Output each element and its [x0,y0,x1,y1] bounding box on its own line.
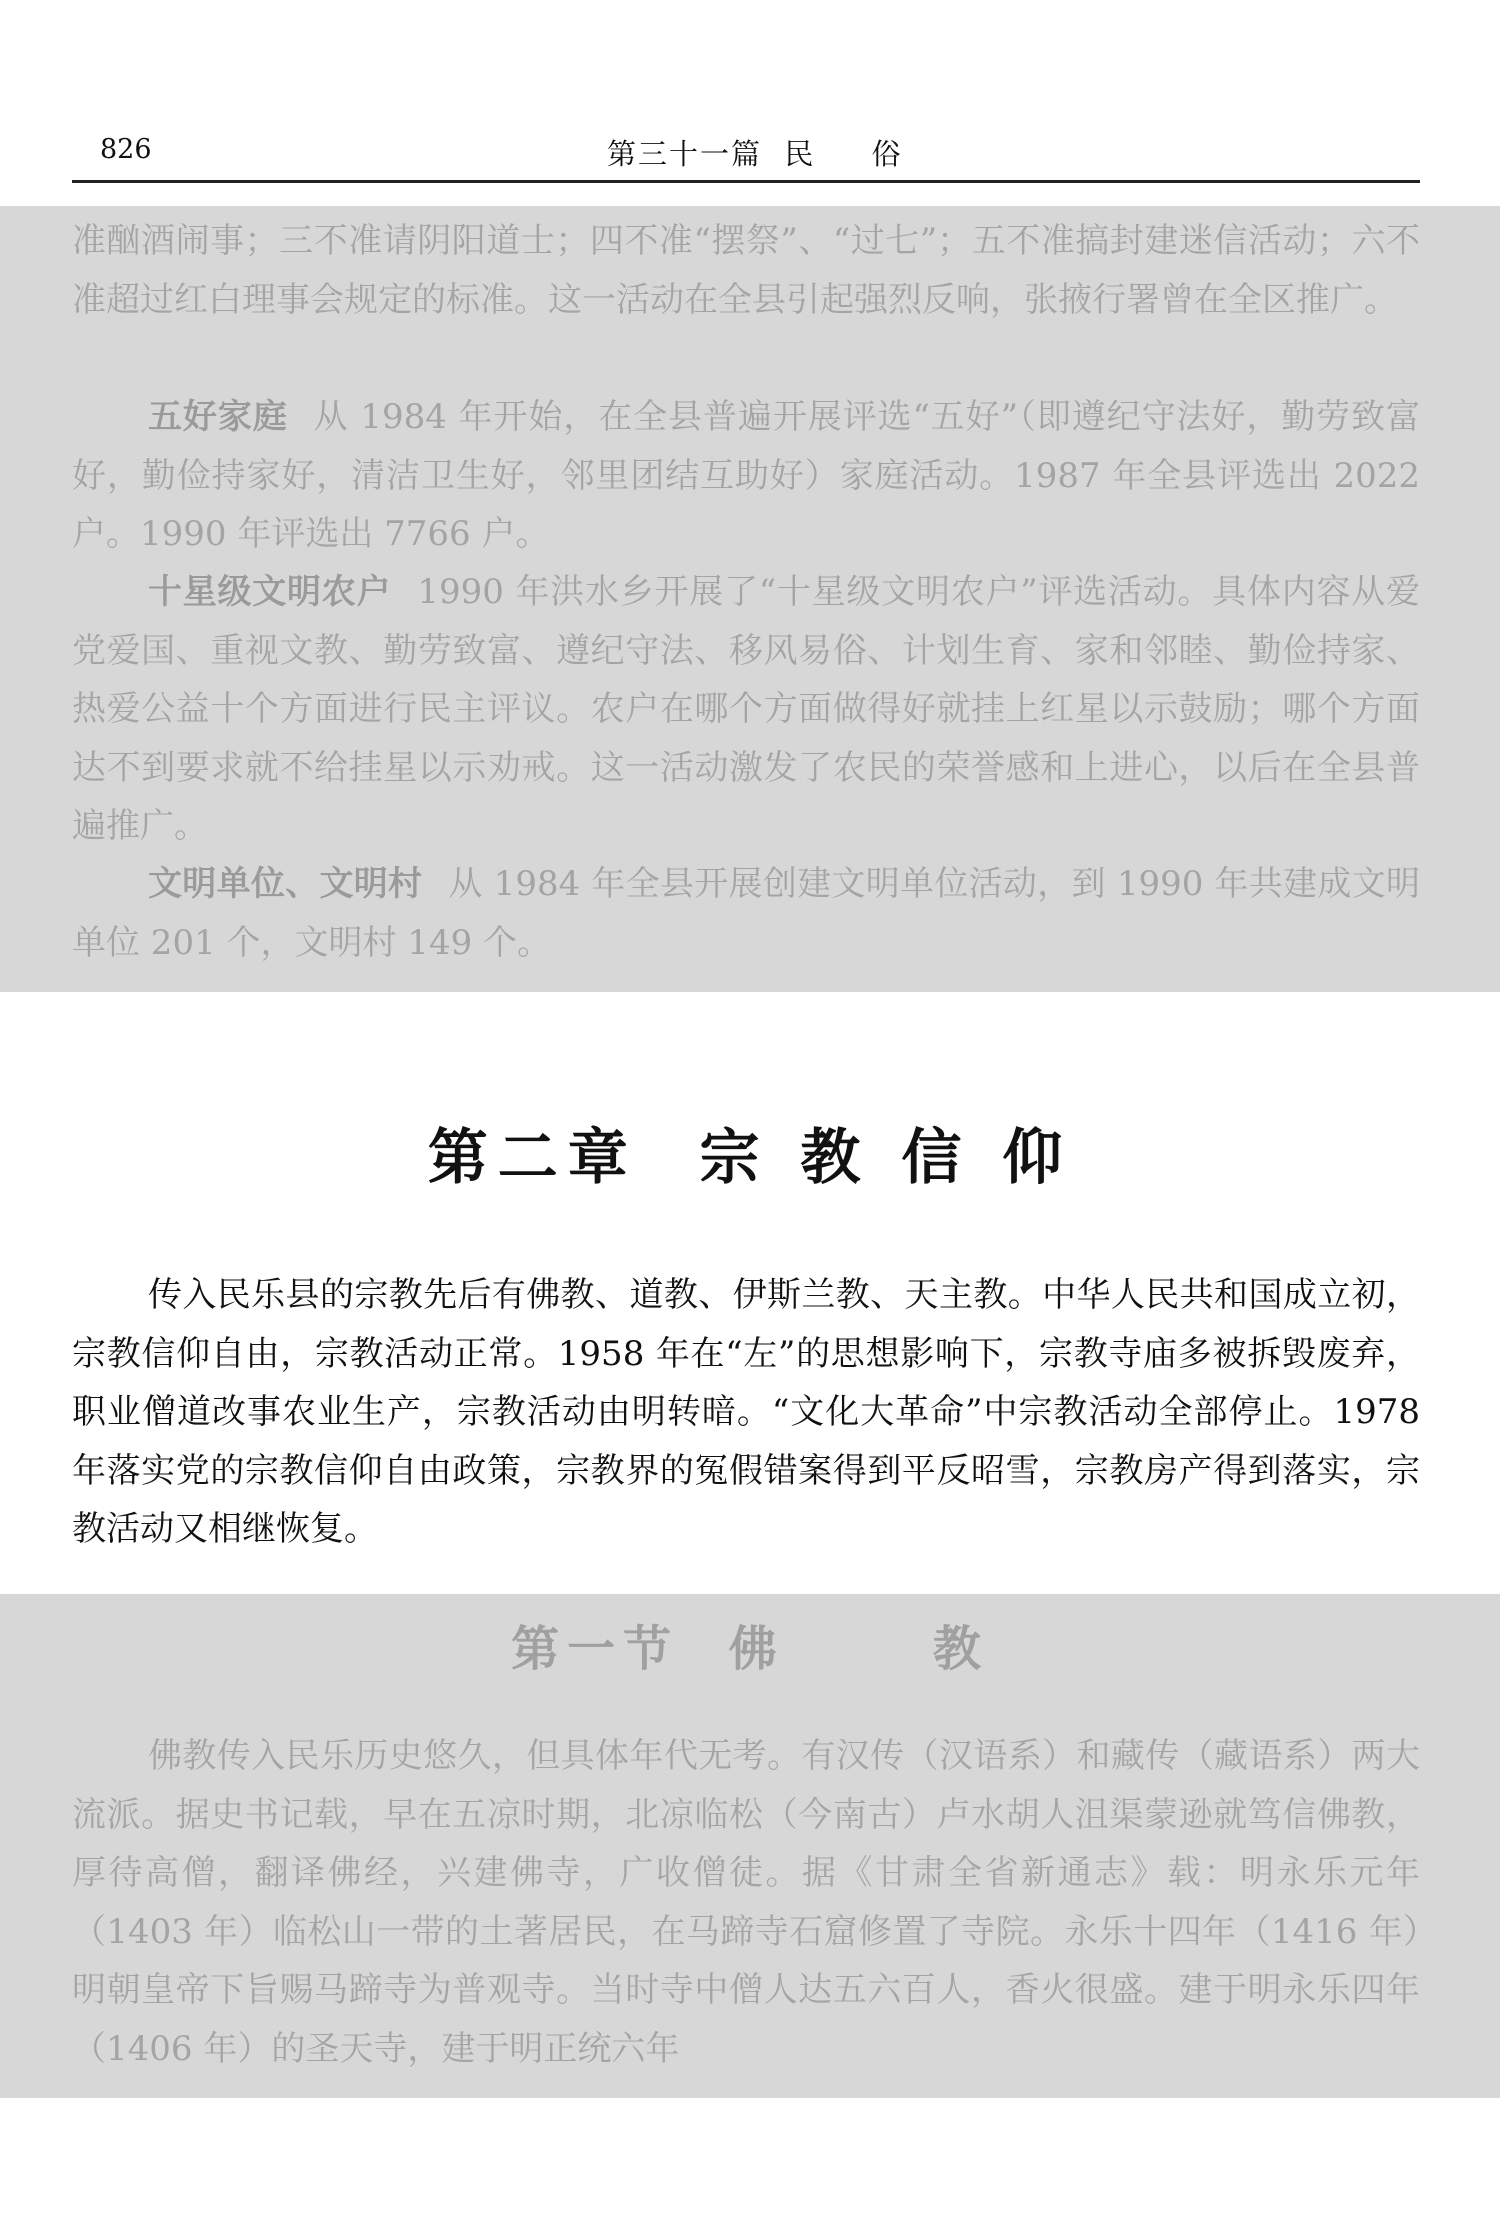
chapter-title: 第二章 宗 教 信 仰 [427,1123,1073,1193]
entry-ten-star-households [72,563,1420,856]
continued-paragraph: 准酗酒闹事；三不准请阴阳道士；四不准“摆祭”、“过七”；五不准搞封建迷信活动；六不准超过红白理事会规定的标准。这一活动在全县引起强烈反响，张掖行署曾在全区推广。 [72,221,1420,320]
entry-text: 1990 年洪水乡开展了“十星级文明农户”评选活动。具体内容从爱党爱国、重视文教、勤劳致富、遵纪守法、移风易俗、计划生育、家和邻睦、勤俭持家、热爱公益十个方面进行民主评议。农户在哪个方面做得好就挂上红星以示鼓励；哪个方面达不到要求就不给挂星以示劝戒。这一活动激发了农民的荣誉感和上进心，以后在全县普遍推广。 [72,572,1421,846]
chapter-intro-paragraph: 传入民乐县的宗教先后有佛教、道教、伊斯兰教、天主教。中华人民共和国成立初，宗教信仰自由，宗教活动正常。1958 年在“左”的思想影响下，宗教寺庙多被拆毁废弃，职业僧道改事农业生产，宗教活动由明转暗。“文化大革命”中宗教活动全部停止。1978 年落实党的宗教信仰自由政策，宗教界的冤假错案得到平反昭雪，宗教房产得到落实，宗教活动又相继恢复。 [72,1275,1420,1549]
entry-term: 五好家庭 [148,397,288,437]
entry-civilized-units [72,855,1420,972]
entry-term: 文明单位、文明村 [148,864,423,904]
page-header [72,130,1420,180]
entry-term: 十星级文明农户 [148,572,392,612]
section-paragraph: 佛教传入民乐历史悠久，但具体年代无考。有汉传（汉语系）和藏传（藏语系）两大流派。据史书记载，早在五凉时期，北凉临松（今南古）卢水胡人沮渠蒙逊就笃信佛教，厚待高僧，翻译佛经，兴建佛寺，广收僧徒。据《甘肃全省新通志》载：明永乐元年（1403 年）临松山一带的土著居民，在马蹄寺石窟修置了寺院。永乐十四年（1416 年）明朝皇帝下旨赐马蹄寺为普观寺。当时寺中僧人达五六百人，香火很盛。建于明永乐四年（1406 年）的圣天寺，建于明正统六年 [72,1736,1420,2069]
section-title: 第一节 佛 教 [511,1621,989,1677]
header-rule [72,180,1420,183]
entry-text: 从 1984 年开始，在全县普遍开展评选“五好”（即遵纪守法好，勤劳致富好，勤俭持家好，清洁卫生好，邻里团结互助好）家庭活动。1987 年全县评选出 2022 户。1990 年评选出 7766 户。 [72,397,1421,554]
entry-text: 从 1984 年全县开展创建文明单位活动，到 1990 年共建成文明单位 201 个，文明村 149 个。 [72,864,1420,963]
running-title: 第三十一篇 民 俗 [607,137,903,171]
page-number: 826 [100,134,152,165]
entry-five-good-families [72,388,1420,564]
